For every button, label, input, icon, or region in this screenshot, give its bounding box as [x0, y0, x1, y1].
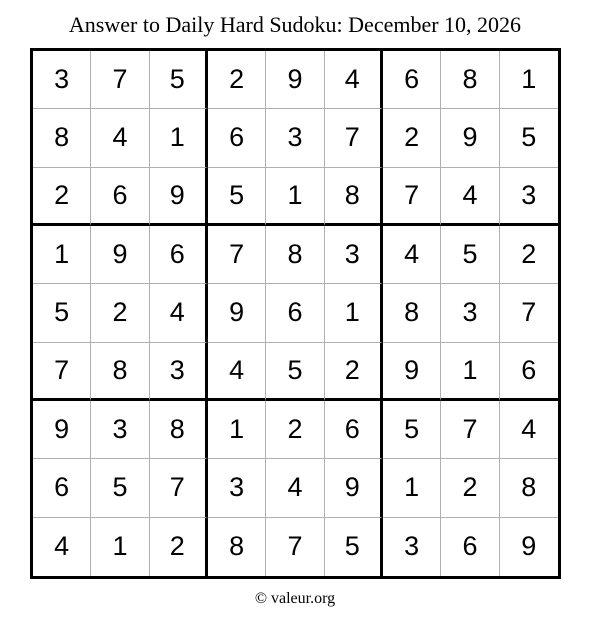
sudoku-cell-r3c8: 4 [441, 168, 499, 226]
site-credit: © valeur.org [254, 590, 336, 607]
sudoku-cell-r2c1: 8 [33, 109, 91, 167]
sudoku-cell-r8c1: 6 [33, 459, 91, 517]
sudoku-cell-r2c3: 1 [150, 109, 208, 167]
sudoku-cell-r4c5: 8 [266, 226, 324, 284]
sudoku-cell-r7c6: 6 [325, 401, 383, 459]
sudoku-cell-r2c6: 7 [325, 109, 383, 167]
sudoku-cell-r2c4: 6 [208, 109, 266, 167]
sudoku-cell-r3c7: 7 [383, 168, 441, 226]
sudoku-cell-r6c5: 5 [266, 343, 324, 401]
sudoku-cell-r8c8: 2 [441, 459, 499, 517]
sudoku-cell-r9c3: 2 [150, 518, 208, 576]
sudoku-cell-r5c3: 4 [150, 284, 208, 342]
sudoku-cell-r4c7: 4 [383, 226, 441, 284]
sudoku-cell-r7c8: 7 [441, 401, 499, 459]
sudoku-cell-r8c7: 1 [383, 459, 441, 517]
sudoku-cell-r5c6: 1 [325, 284, 383, 342]
sudoku-cell-r9c7: 3 [383, 518, 441, 576]
sudoku-cell-r4c2: 9 [91, 226, 149, 284]
sudoku-cell-r7c3: 8 [150, 401, 208, 459]
sudoku-cell-r4c9: 2 [500, 226, 558, 284]
sudoku-cell-r6c3: 3 [150, 343, 208, 401]
sudoku-cell-r3c9: 3 [500, 168, 558, 226]
sudoku-board [30, 48, 561, 579]
sudoku-cell-r9c9: 9 [521, 531, 537, 562]
sudoku-cell-r1c1: 3 [33, 51, 91, 109]
sudoku-cell-r1c3: 5 [150, 51, 208, 109]
sudoku-cell-r6c9: 6 [500, 343, 558, 401]
sudoku-cell-r5c1: 5 [33, 284, 91, 342]
sudoku-cell-r8c4: 3 [208, 459, 266, 517]
sudoku-cell-r3c6: 8 [325, 168, 383, 226]
sudoku-cell-r6c6: 2 [325, 343, 383, 401]
sudoku-cell-r1c7: 6 [383, 51, 441, 109]
sudoku-cell-r1c6: 4 [325, 51, 383, 109]
sudoku-cell-r6c1: 7 [33, 343, 91, 401]
sudoku-cell-r5c4: 9 [208, 284, 266, 342]
sudoku-cell-r2c8: 9 [441, 109, 499, 167]
sudoku-cell-r8c9: 8 [500, 459, 558, 517]
sudoku-cell-r3c3: 9 [150, 168, 208, 226]
sudoku-cell-r9c1: 4 [33, 518, 91, 576]
sudoku-cell-r3c2: 6 [91, 168, 149, 226]
sudoku-cell-r1c5: 9 [266, 51, 324, 109]
sudoku-cell-r5c5: 6 [266, 284, 324, 342]
sudoku-cell-r9c8: 6 [441, 518, 499, 576]
sudoku-cell-r5c9: 7 [500, 284, 558, 342]
sudoku-cell-r4c3: 6 [150, 226, 208, 284]
sudoku-cell-r6c8: 1 [441, 343, 499, 401]
sudoku-cell-r7c4: 1 [208, 401, 266, 459]
sudoku-cell-r4c6: 3 [325, 226, 383, 284]
sudoku-cell-r5c7: 8 [383, 284, 441, 342]
sudoku-cell-r4c1: 1 [33, 226, 91, 284]
sudoku-cell-r7c1: 9 [33, 401, 91, 459]
sudoku-cell-r4c8: 5 [441, 226, 499, 284]
sudoku-cell-r7c2: 3 [91, 401, 149, 459]
sudoku-cell-r2c9: 5 [500, 109, 558, 167]
sudoku-cell-r1c4: 2 [208, 51, 266, 109]
sudoku-cell-r9c5: 7 [266, 518, 324, 576]
sudoku-cell-r1c8: 8 [441, 51, 499, 109]
sudoku-cell-r8c5: 4 [266, 459, 324, 517]
sudoku-cell-r2c2: 4 [91, 109, 149, 167]
sudoku-cell-r1c9: 1 [500, 51, 558, 109]
sudoku-cell-r4c4: 7 [208, 226, 266, 284]
sudoku-cell-r5c2: 2 [91, 284, 149, 342]
sudoku-cell-r7c7: 5 [383, 401, 441, 459]
sudoku-cell-r8c3: 7 [150, 459, 208, 517]
sudoku-cell-r2c5: 3 [266, 109, 324, 167]
sudoku-cell-r6c7: 9 [383, 343, 441, 401]
sudoku-cell-r8c2: 5 [91, 459, 149, 517]
sudoku-cell-r7c9: 4 [500, 401, 558, 459]
sudoku-cell-r8c6: 9 [325, 459, 383, 517]
page-title: Answer to Daily Hard Sudoku: December 10, 2026 [68, 12, 522, 37]
sudoku-cell-r3c4: 5 [208, 168, 266, 226]
sudoku-cell-r9c4: 8 [208, 518, 266, 576]
sudoku-cell-r3c5: 1 [266, 168, 324, 226]
sudoku-cell-r9c2: 1 [91, 518, 149, 576]
sudoku-cell-r5c8: 3 [441, 284, 499, 342]
sudoku-cell-r3c1: 2 [33, 168, 91, 226]
sudoku-cell-r7c5: 2 [266, 401, 324, 459]
sudoku-cell-r1c2: 7 [91, 51, 149, 109]
sudoku-cell-r6c2: 8 [91, 343, 149, 401]
sudoku-cell-r9c6: 5 [325, 518, 383, 576]
sudoku-cell-r6c4: 4 [208, 343, 266, 401]
sudoku-cell-r2c7: 2 [383, 109, 441, 167]
